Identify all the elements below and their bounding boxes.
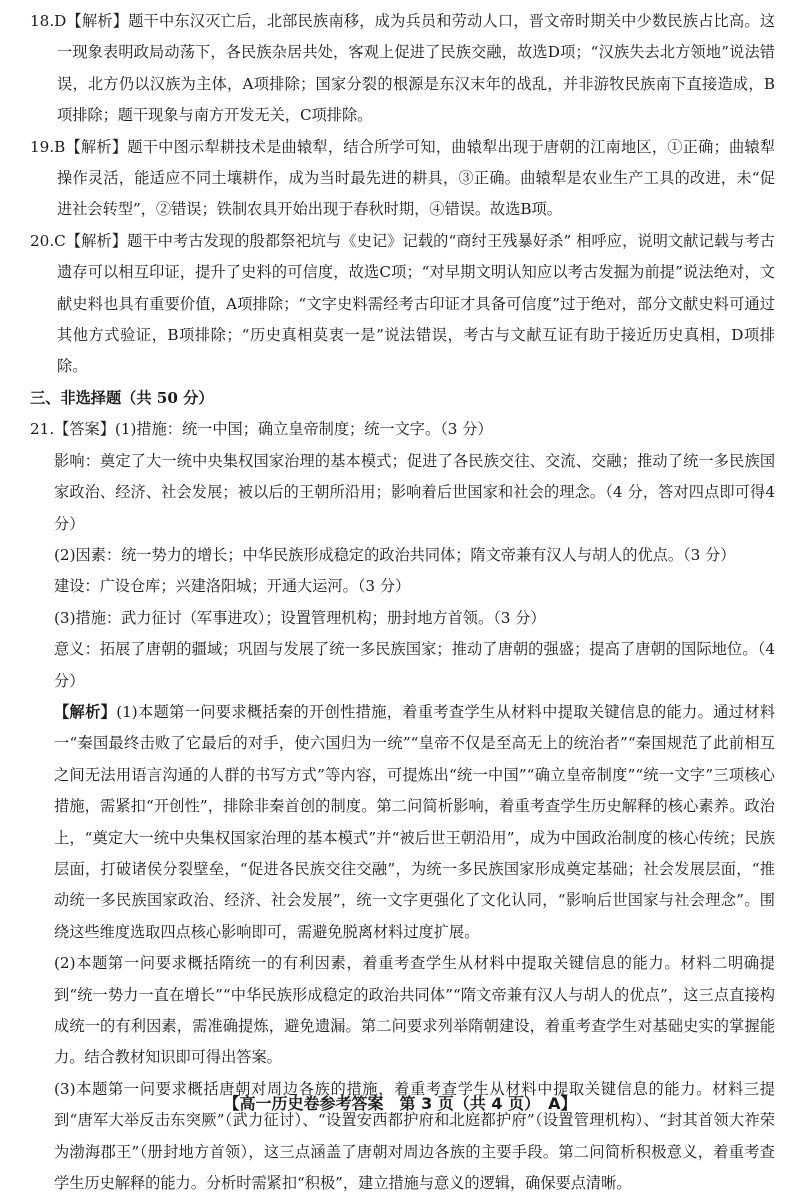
analysis-tag: 【解析】 (65, 231, 128, 250)
explanation-text: 题干中考古发现的殷都祭祀坑与《史记》记载的“商纣王残暴好杀” 相呼应，说明文献记载与考古遗存可以相互印证，提升了史料的可信度，故选C项；“对早期文明认知应以考古发掘为前提”说法绝对，文献史料也具有重要价值，A项排除；“文字史料需经考古印证才具备可信度”过于绝对，部分文献史料可通过其他方式验证，B项排除；“历史真相莫衷一是”说法错误，考古与文献互证有助于接近历史真相，D项排除。 (57, 231, 775, 376)
answer-letter: B (54, 137, 66, 156)
answer-letter: C (54, 231, 66, 250)
question-19 (30, 132, 775, 226)
page-footer: 【高一历史卷参考答案 第 3 页（共 4 页） A】 (223, 1094, 577, 1113)
answer-significance: 意义：拓展了唐朝的疆域；巩固与发展了统一多民族国家；推动了唐朝的强盛；提高了唐朝的国际地位。（4 分） (54, 640, 775, 690)
analysis-tag: 【解析】 (65, 137, 128, 156)
question-number: 19. (30, 137, 55, 156)
question-18 (30, 6, 775, 132)
analysis-tag: 【解析】 (66, 12, 129, 30)
explanation-text: 题干中图示犁耕技术是曲辕犁，结合所学可知，曲辕犁出现于唐朝的江南地区，①正确；曲辕犁操作灵活，能适应不同土壤耕作，成为当时最先进的耕具，③正确。曲辕犁是农业生产工具的改进，未“促进社会转型”，②错误；铁制农具开始出现于春秋时期，④错误。故选B项。 (57, 137, 776, 219)
question-number: 18. (30, 12, 55, 30)
answer-measures: (3)措施：武力征讨（军事进攻）；设置管理机构；册封地方首领。（3 分） (54, 608, 546, 627)
analysis-part-2: (2)本题第一问要求概括隋统一的有利因素，着重考查学生从材料中提取关键信息的能力。材料二明确提到“统一势力一直在增长”“中华民族形成稳定的政治共同体”“隋文帝兼有汉人与胡人的优点”，这三点直接构成统一的有利因素，需准确提炼，避免遗漏。第二问要求列举隋朝建设，着重考查学生对基础史实的掌握能力。结合教材知识即可得出答案。 (54, 954, 775, 1067)
answer-construction: 建设：广设仓库；兴建洛阳城；开通大运河。（3 分） (54, 577, 411, 596)
analysis-text: (1)本题第一问要求概括秦的开创性措施，着重考查学生从材料中提取关键信息的能力。通过材料一“秦国最终击败了它最后的对手，使六国归为一统”“皇帝不仅是至高无上的统治者”“秦国规范了此前相互之间无法用语言沟通的人群的书写方式”等内容，可提炼出“统一中国”“确立皇帝制度”“统一文字”三项核心措施，需紧扣“开创性”，排除非秦首创的制度。第二问简析影响，着重考查学生历史解释的核心素养。政治上，“奠定大一统中央集权国家治理的基本模式”并“被后世王朝沿用”，成为中国政治制度的核心传统；民族层面，打破诸侯分裂壁垒，“促进各民族交往交融”，为统一多民族国家形成奠定基础；社会发展层面，“推动统一多民族国家政治、经济、社会发展”，统一文字更强化了文化认同，“影响后世国家与社会理念”。围绕这些维度选取四点核心影响即可，需避免脱离材料过度扩展。 (54, 702, 776, 941)
answer-factors: (2)因素：统一势力的增长；中华民族形成稳定的政治共同体；隋文帝兼有汉人与胡人的优点。（3 分） (54, 545, 736, 564)
analysis-part-3: (3)本题第一问要求概括唐朝对周边各族的措施，着重考查学生从材料中提取关键信息的能力。材料三提到“唐军大举反击东突厥”（武力征讨）、“设置安西都护府和北庭都护府”（设置管理机构）、“封其首领大祚荣为渤海郡王”（册封地方首领），这三点涵盖了唐朝对周边各族的主要手段。第二问简析积极意义，着重考查学生历史解释的能力。分析时需紧扣“积极”，建立措施与意义的逻辑，确保要点清晰。 (54, 1079, 775, 1193)
answer-text: (1)措施：统一中国；确立皇帝制度；统一文字。（3 分） (114, 420, 493, 439)
question-number: 20. (30, 231, 55, 250)
analysis-part-1 (30, 697, 775, 948)
section-heading: 三、非选择题（共 50 分） (30, 388, 214, 407)
answer-impact: 影响：奠定了大一统中央集权国家治理的基本模式；促进了各民族交往、交流、交融；推动了统一多民族国家政治、经济、社会发展；被以后的王朝所沿用；影响着后世国家和社会的理念。（4 分，答对四点即可得4分） (54, 451, 775, 533)
question-number: 21. (30, 420, 55, 439)
answer-letter: D (54, 12, 67, 30)
analysis-tag: 【解析】 (54, 702, 117, 721)
answer-tag: 【答案】 (54, 420, 115, 439)
question-20 (30, 226, 775, 383)
question-21-answer-1 (30, 414, 775, 445)
answer-content (30, 6, 775, 1199)
explanation-text: 题干中东汉灭亡后，北部民族南移，成为兵员和劳动人口，晋文帝时期关中少数民族占比高。这一现象表明政局动荡下，各民族杂居共处，客观上促进了民族交融，故选D项；“汉族失去北方领地”说法错误，北方仍以汉族为主体，A项排除；国家分裂的根源是东汉末年的战乱，并非游牧民族南下直接造成，B项排除；题干现象与南方开发无关，C项排除。 (57, 12, 776, 125)
